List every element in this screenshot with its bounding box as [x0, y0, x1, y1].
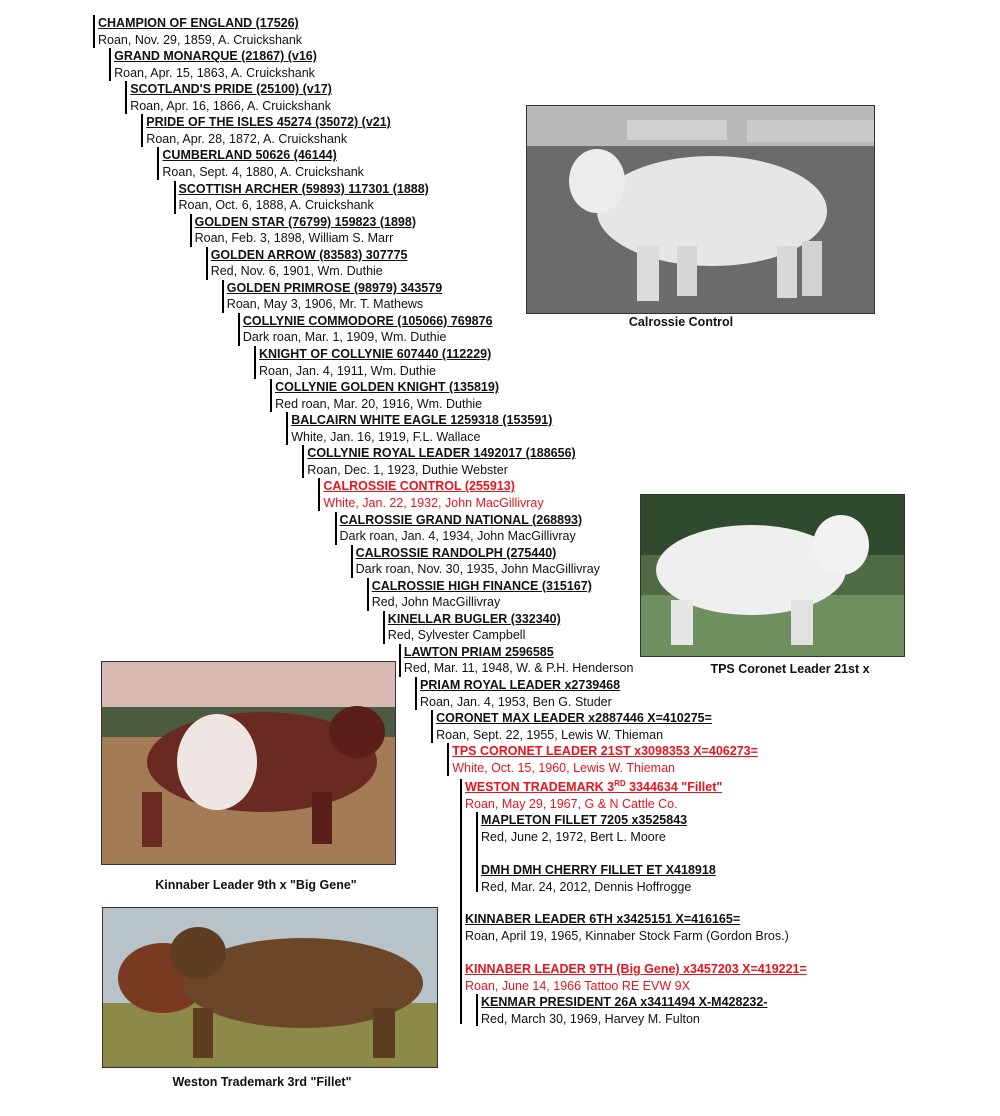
pedigree-name: CHAMPION OF ENGLAND (17526) [98, 16, 299, 30]
pedigree-name: LAWTON PRIAM 2596585 [403, 644, 554, 659]
pedigree-name: GOLDEN ARROW (83583) 307775 [210, 247, 408, 262]
pedigree-name: CUMBERLAND 50626 (46144) [162, 148, 337, 163]
connector-line [174, 181, 176, 214]
pedigree-entry [127, 81, 332, 114]
pedigree-name: GRAND MONARQUE (21867) (v16) [114, 49, 317, 64]
weston-trademark-photo [102, 907, 438, 1068]
connector-line [222, 280, 224, 313]
connector-line [383, 611, 385, 644]
calrossie-control-caption: Calrossie Control [628, 315, 734, 329]
pedigree-info: White, Jan. 22, 1932, John MacGillivray [323, 495, 544, 510]
pedigree-info: Roan, Dec. 1, 1923, Duthie Webster [307, 462, 508, 477]
pedigree-name: CALROSSIE HIGH FINANCE (315167) [371, 578, 592, 593]
pedigree-info: White, Jan. 16, 1919, F.L. Wallace [291, 429, 481, 444]
pedigree-name: WESTON TRADEMARK 3RD 3344634 "Fillet" [465, 778, 723, 794]
pedigree-entry [256, 346, 491, 379]
pedigree-entry [288, 412, 552, 445]
connector-line [93, 15, 95, 48]
pedigree-name: CALROSSIE GRAND NATIONAL (268893) [339, 512, 583, 527]
pedigree-entry [111, 48, 317, 81]
pedigree-info: Roan, June 14, 1966 Tattoo RE EVW 9X [465, 978, 690, 993]
pedigree-entry [304, 445, 575, 478]
pedigree-name: CALROSSIE CONTROL (255913) [323, 479, 515, 494]
connector-line [206, 247, 208, 280]
pedigree-info: Red, Mar. 24, 2012, Dennis Hoffrogge [481, 879, 692, 894]
pedigree-name: KINNABER LEADER 6TH x3425151 X=416165= [465, 912, 741, 926]
kinnaber-leader-caption: Kinnaber Leader 9th x "Big Gene" [155, 878, 357, 892]
pedigree-info: Roan, Feb. 3, 1898, William S. Marr [194, 231, 394, 246]
pedigree-name: KINNABER LEADER 9TH (Big Gene) x3457203 X=419221= [465, 962, 807, 976]
pedigree-info: Red, John MacGillivray [371, 595, 501, 610]
connector-line [125, 81, 127, 114]
pedigree-name: COLLYNIE GOLDEN KNIGHT (135819) [275, 380, 499, 395]
pedigree-info: Roan, May 29, 1967, G & N Cattle Co. [465, 796, 678, 811]
connector-line [302, 445, 304, 478]
pedigree-name: MAPLETON FILLET 7205 x3525843 [481, 813, 688, 827]
pedigree-name: GOLDEN PRIMROSE (98979) 343579 [226, 280, 443, 295]
branch-line-weston [476, 812, 478, 892]
connector-line [351, 545, 353, 578]
pedigree-entry [159, 147, 364, 180]
pedigree-info: Red, Sylvester Campbell [387, 628, 526, 643]
pedigree-info: Dark roan, Mar. 1, 1909, Wm. Duthie [242, 330, 447, 345]
pedigree-entry-kenmar [478, 994, 767, 1027]
connector-line [415, 677, 417, 710]
pedigree-info: Dark roan, Nov. 30, 1935, John MacGillivray [355, 562, 600, 577]
connector-line [399, 644, 401, 677]
pedigree-name: KNIGHT OF COLLYNIE 607440 (112229) [259, 347, 492, 361]
connector-line [141, 114, 143, 147]
pedigree-name: COLLYNIE COMMODORE (105066) 769876 [242, 313, 493, 328]
pedigree-name: DMH DMH CHERRY FILLET ET X418918 [481, 863, 716, 877]
connector-line [109, 48, 111, 81]
pedigree-name: GOLDEN STAR (76799) 159823 (1898) [194, 214, 416, 229]
pedigree-info: White, Oct. 15, 1960, Lewis W. Thieman [452, 760, 675, 775]
pedigree-entry [208, 247, 408, 280]
connector-line [254, 346, 256, 379]
pedigree-name: CALROSSIE RANDOLPH (275440) [355, 545, 557, 560]
pedigree-entry [320, 478, 543, 511]
pedigree-entry-kinnaber-6th [462, 911, 789, 944]
pedigree-info: Roan, Nov. 29, 1859, A. Cruickshank [98, 32, 303, 47]
pedigree-name: COLLYNIE ROYAL LEADER 1492017 (188656) [307, 446, 576, 461]
pedigree-entry [417, 677, 620, 710]
pedigree-name: SCOTLAND'S PRIDE (25100) (v17) [130, 82, 332, 97]
weston-trademark-caption: Weston Trademark 3rd "Fillet" [172, 1075, 352, 1089]
calrossie-control-photo [526, 105, 875, 314]
pedigree-entry [385, 611, 561, 644]
pedigree-name: PRIDE OF THE ISLES 45274 (35072) (v21) [146, 115, 391, 130]
pedigree-info: Red, March 30, 1969, Harvey M. Fulton [481, 1011, 700, 1026]
pedigree-info: Roan, Jan. 4, 1953, Ben G. Studer [420, 694, 612, 709]
pedigree-name: KINELLAR BUGLER (332340) [387, 611, 561, 626]
branch-line-tps [460, 779, 462, 1024]
pedigree-entry [369, 578, 592, 611]
pedigree-info: Roan, May 3, 1906, Mr. T. Mathews [226, 297, 424, 312]
pedigree-info: Red, June 2, 1972, Bert L. Moore [481, 829, 666, 844]
pedigree-info: Roan, Sept. 22, 1955, Lewis W. Thieman [436, 727, 664, 742]
branch-line-kinnaber9 [476, 994, 478, 1026]
connector-line [270, 379, 272, 412]
pedigree-info: Roan, Jan. 4, 1911, Wm. Duthie [259, 363, 436, 378]
pedigree-entry [240, 313, 493, 346]
pedigree-info: Red roan, Mar. 20, 1916, Wm. Duthie [275, 396, 483, 411]
pedigree-entry [401, 644, 634, 677]
pedigree-info: Roan, Sept. 4, 1880, A. Cruickshank [162, 164, 364, 179]
pedigree-name: SCOTTISH ARCHER (59893) 117301 (1888) [178, 181, 429, 196]
pedigree-info: Roan, Oct. 6, 1888, A. Cruickshank [178, 198, 374, 212]
pedigree-entry-dmh [478, 862, 716, 895]
pedigree-entry [224, 280, 442, 313]
connector-line [286, 412, 288, 445]
tps-coronet-leader-photo [640, 494, 905, 657]
connector-line [431, 710, 433, 743]
connector-line [157, 147, 159, 180]
pedigree-name: CORONET MAX LEADER x2887446 X=410275= [436, 711, 712, 726]
pedigree-entry [192, 214, 416, 247]
pedigree-entry [272, 379, 499, 412]
connector-line [367, 578, 369, 611]
kinnaber-leader-photo [101, 661, 396, 865]
pedigree-entry [449, 743, 758, 776]
pedigree-entry-mapleton [478, 812, 687, 845]
pedigree-name: TPS CORONET LEADER 21ST x3098353 X=406273= [452, 744, 758, 759]
pedigree-info: Red, Mar. 11, 1948, W. & P.H. Henderson [403, 661, 634, 676]
pedigree-entry [143, 114, 391, 147]
pedigree-info: Roan, Apr. 28, 1872, A. Cruickshank [146, 131, 348, 146]
pedigree-name: KENMAR PRESIDENT 26A x3411494 X-M428232- [481, 995, 768, 1009]
pedigree-info: Roan, Apr. 16, 1866, A. Cruickshank [130, 98, 332, 113]
pedigree-info: Red, Nov. 6, 1901, Wm. Duthie [210, 264, 383, 279]
connector-line [318, 478, 320, 511]
pedigree-entry [433, 710, 712, 743]
connector-line [447, 743, 449, 776]
connector-line [190, 214, 192, 247]
tps-coronet-leader-caption: TPS Coronet Leader 21st x [710, 662, 870, 676]
pedigree-name: BALCAIRN WHITE EAGLE 1259318 (153591) [291, 413, 553, 428]
pedigree-info: Roan, Apr. 15, 1863, A. Cruickshank [114, 65, 315, 80]
pedigree-name: PRIAM ROYAL LEADER x2739468 [420, 678, 621, 692]
pedigree-info: Dark roan, Jan. 4, 1934, John MacGillivray [339, 529, 576, 543]
connector-line [335, 512, 337, 545]
pedigree-entry-kinnaber-9th [462, 961, 807, 994]
pedigree-entry-weston [462, 779, 722, 812]
connector-line [238, 313, 240, 346]
pedigree-entry [95, 15, 302, 48]
pedigree-info: Roan, April 19, 1965, Kinnaber Stock Farm (Gordon Bros.) [465, 928, 789, 943]
pedigree-entry [337, 512, 583, 545]
pedigree-entry [353, 545, 600, 578]
pedigree-entry [176, 181, 429, 214]
